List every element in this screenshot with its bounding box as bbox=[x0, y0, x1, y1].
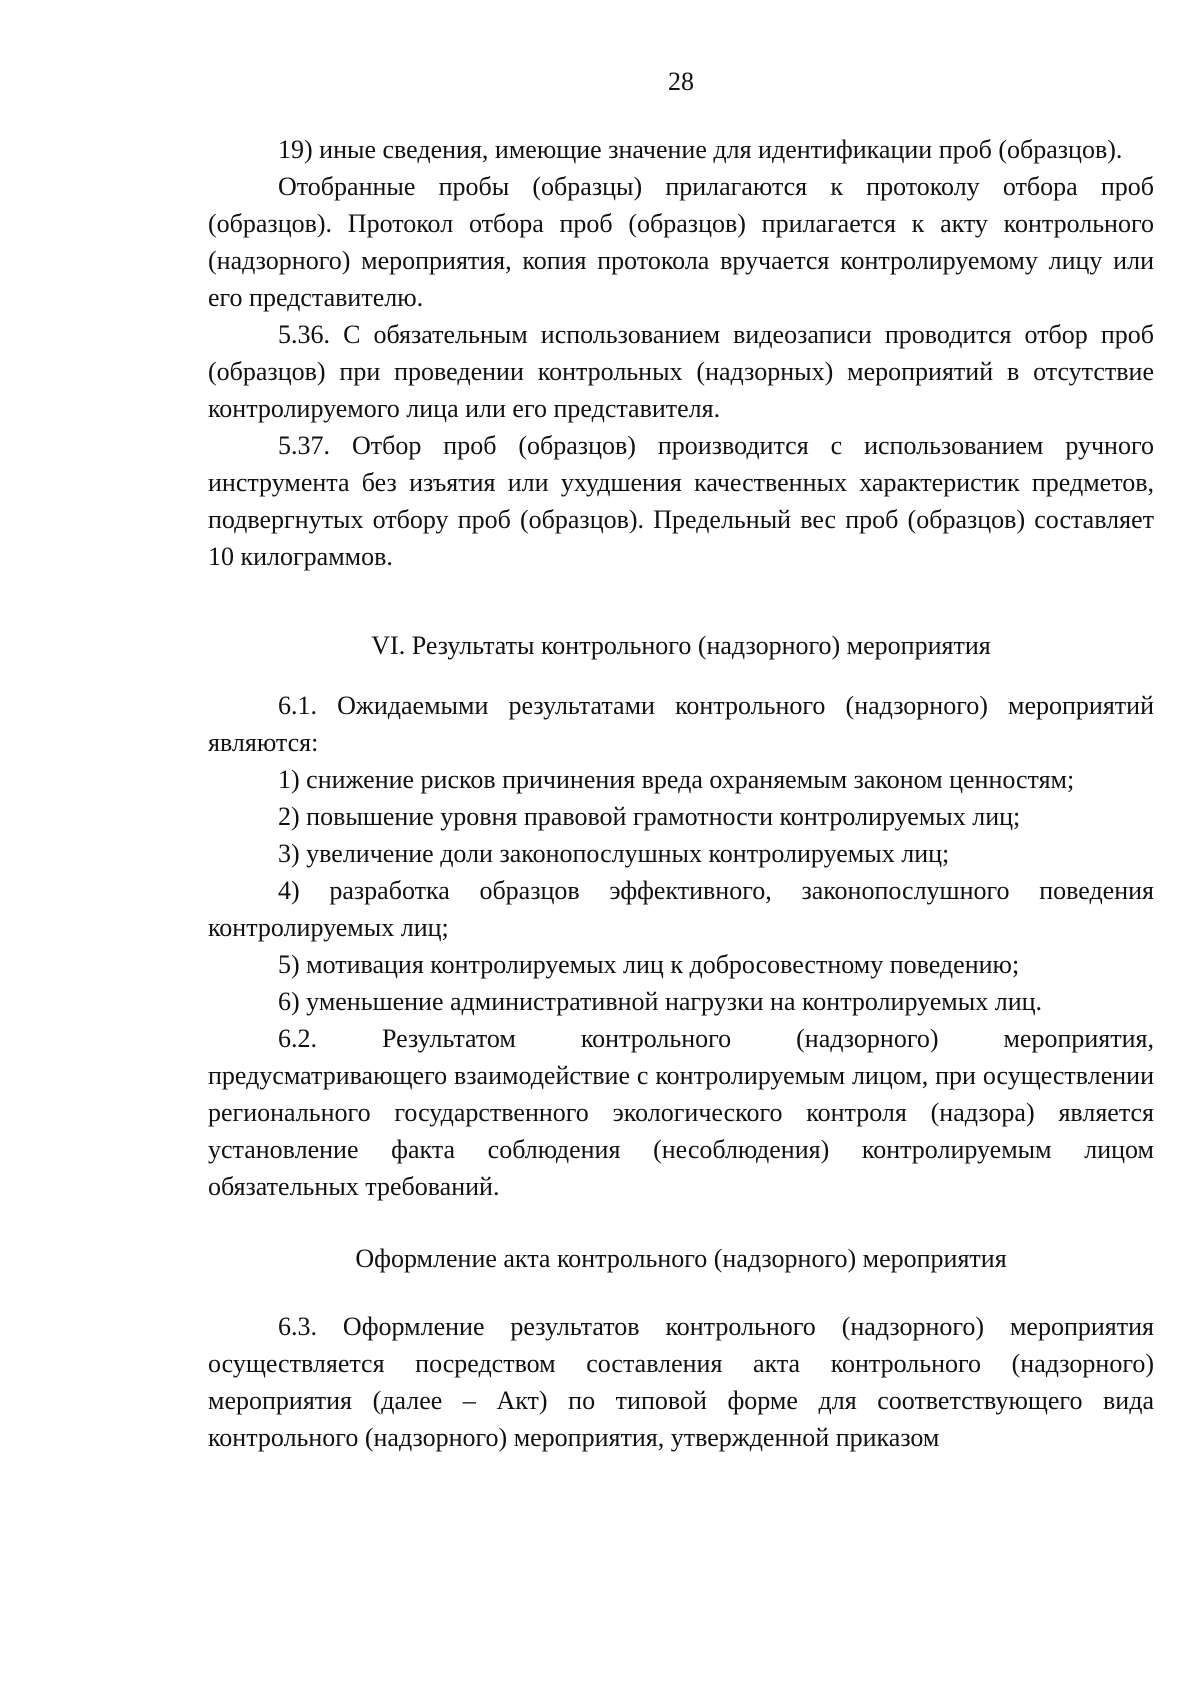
paragraph-item-19: 19) иные сведения, имеющие значение для идентификации проб (образцов). bbox=[278, 135, 1123, 164]
section-heading-act: Оформление акта контрольного (надзорного) мероприятия bbox=[355, 1244, 1007, 1273]
list-item-5: 5) мотивация контролируемых лиц к добросовестному поведению; bbox=[278, 950, 1020, 979]
paragraph-5-36: 5.36. С обязательным использованием видеозаписи проводится отбор проб (образцов) при проведении контрольных (надзорных) мероприятий в отсутствие контролируемого лица или его представителя. bbox=[208, 320, 1154, 423]
list-item-4: 4) разработка образцов эффективного, законопослушного поведения контролируемых лиц; bbox=[208, 876, 1154, 942]
list-item-3: 3) увеличение доли законопослушных контролируемых лиц; bbox=[278, 839, 950, 868]
paragraph-6-2: 6.2. Результатом контрольного (надзорного) мероприятия, предусматривающего взаимодействие с контролируемым лицом, при осуществлении регионального государственного экологического контроля (надзора) является установление факта соблюдения (несоблюдения) контролируемым лицом обязательных требований. bbox=[208, 1024, 1154, 1201]
paragraph-5-37: 5.37. Отбор проб (образцов) производится с использованием ручного инструмента без изъятия или ухудшения качественных характеристик предметов, подвергнутых отбору проб (образцов). Предельный вес проб (образцов) составляет 10 килограммов. bbox=[208, 431, 1154, 571]
section-heading-results: VI. Результаты контрольного (надзорного) мероприятия bbox=[371, 631, 991, 660]
page-number: 28 bbox=[668, 67, 694, 96]
list-item-1: 1) снижение рисков причинения вреда охраняемым законом ценностям; bbox=[278, 765, 1075, 794]
paragraph-6-1: 6.1. Ожидаемыми результатами контрольного (надзорного) мероприятий являются: bbox=[208, 691, 1154, 757]
paragraph-samples-attached: Отобранные пробы (образцы) прилагаются к протоколу отбора проб (образцов). Протокол отбора проб (образцов) прилагается к акту контрольного (надзорного) мероприятия, копия протокола вручается контролируемому лицу или его представителю. bbox=[208, 172, 1154, 312]
list-item-2: 2) повышение уровня правовой грамотности контролируемых лиц; bbox=[278, 802, 1021, 831]
paragraph-6-3: 6.3. Оформление результатов контрольного (надзорного) мероприятия осуществляется посредством составления акта контрольного (надзорного) мероприятия (далее – Акт) по типовой форме для соответствующего вида контрольного (надзорного) мероприятия, утвержденной приказом bbox=[208, 1312, 1154, 1452]
list-item-6: 6) уменьшение административной нагрузки на контролируемых лиц. bbox=[278, 987, 1043, 1016]
document-body bbox=[208, 131, 1154, 1456]
